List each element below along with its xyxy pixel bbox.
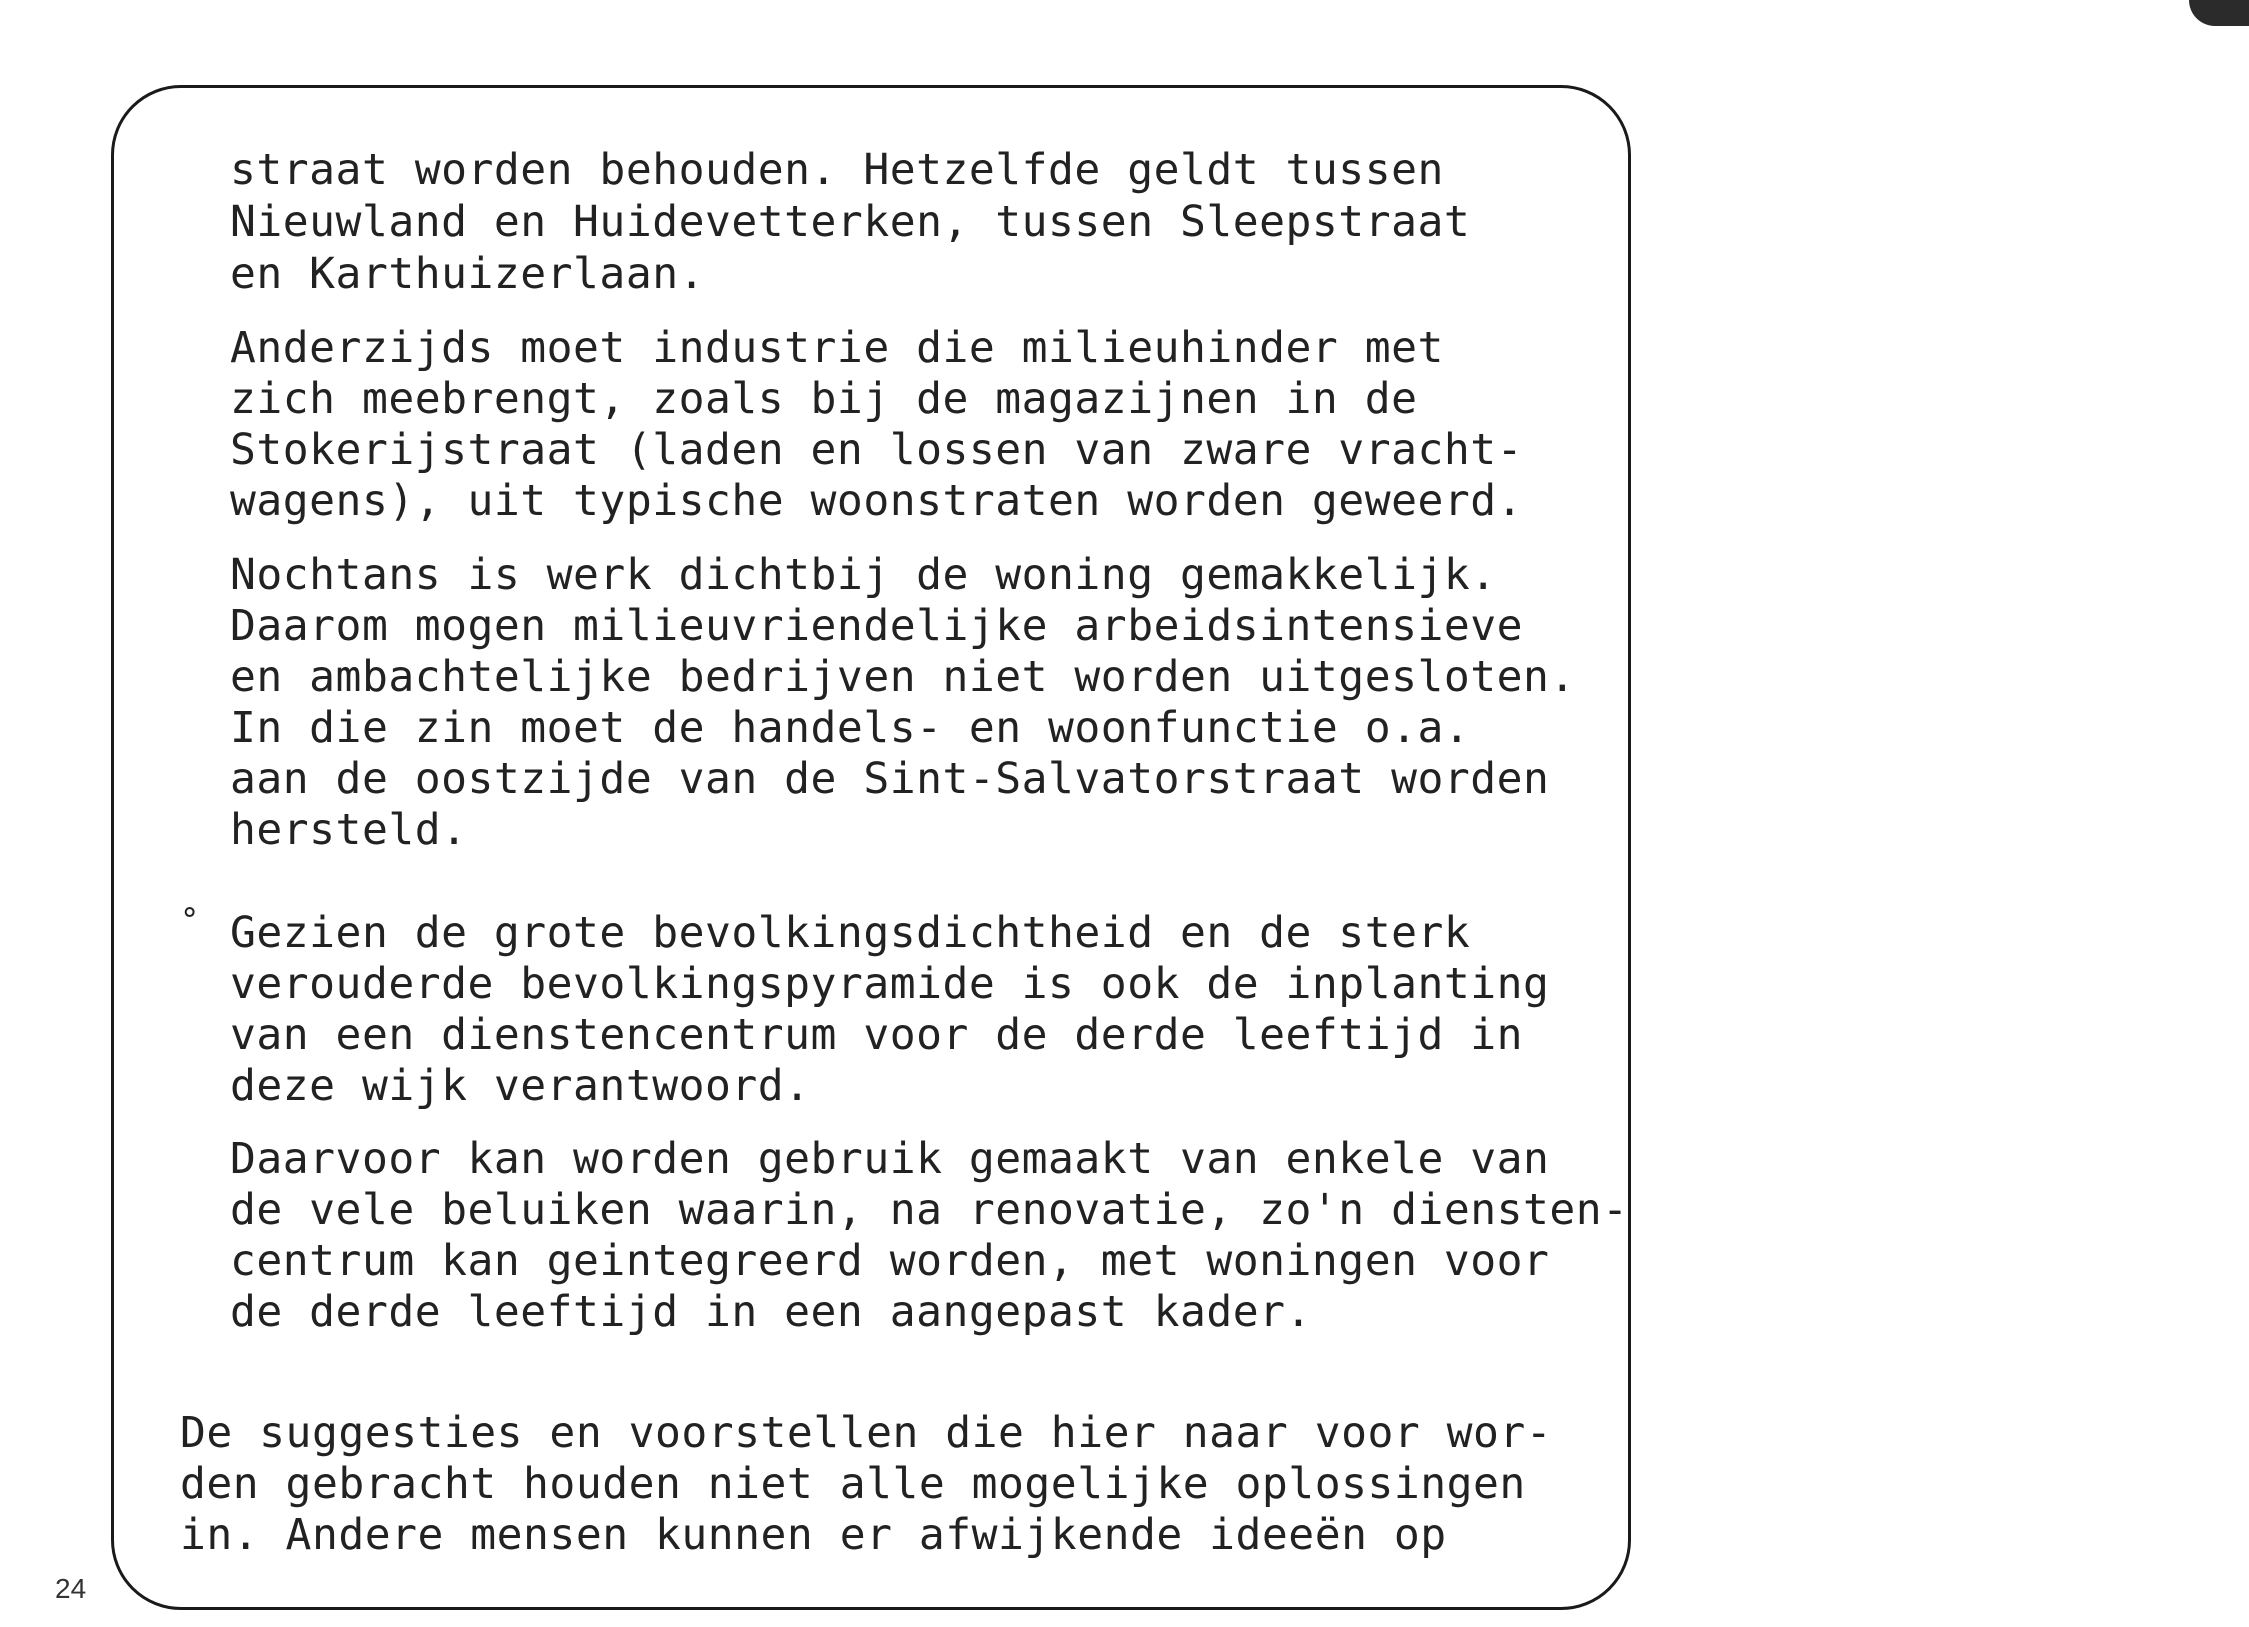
text-line: De suggesties en voorstellen die hier naar voor wor- xyxy=(180,1408,1553,1458)
text-line: hersteld. xyxy=(230,805,468,855)
text-line: centrum kan geintegreerd worden, met woningen voor xyxy=(230,1236,1550,1286)
scan-corner-mark xyxy=(2189,0,2249,26)
text-line: verouderde bevolkingspyramide is ook de inplanting xyxy=(230,959,1550,1009)
text-line: de vele beluiken waarin, na renovatie, zo'n diensten- xyxy=(230,1185,1629,1235)
text-line: en ambachtelijke bedrijven niet worden uitgesloten. xyxy=(230,652,1576,702)
text-line: deze wijk verantwoord. xyxy=(230,1061,811,1111)
text-line: Gezien de grote bevolkingsdichtheid en de sterk xyxy=(230,908,1471,958)
text-line: Daarvoor kan worden gebruik gemaakt van enkele van xyxy=(230,1134,1550,1184)
text-line: Stokerijstraat (laden en lossen van zware vracht- xyxy=(230,425,1524,475)
text-line: Nieuwland en Huidevetterken, tussen Sleepstraat xyxy=(230,197,1471,247)
text-line: wagens), uit typische woonstraten worden geweerd. xyxy=(230,476,1524,526)
bullet-marker: ° xyxy=(180,901,200,939)
text-line: In die zin moet de handels- en woonfunctie o.a. xyxy=(230,703,1471,753)
text-line: en Karthuizerlaan. xyxy=(230,249,705,299)
page-number: 24 xyxy=(55,1573,87,1604)
text-line: in. Andere mensen kunnen er afwijkende ideeën op xyxy=(180,1510,1447,1560)
text-line: Daarom mogen milieuvriendelijke arbeidsintensieve xyxy=(230,601,1524,651)
text-line: straat worden behouden. Hetzelfde geldt tussen xyxy=(230,145,1444,195)
text-line: zich meebrengt, zoals bij de magazijnen in de xyxy=(230,374,1418,424)
text-line: Anderzijds moet industrie die milieuhinder met xyxy=(230,323,1444,373)
text-line: den gebracht houden niet alle mogelijke oplossingen xyxy=(180,1459,1526,1509)
text-line: aan de oostzijde van de Sint-Salvatorstraat worden xyxy=(230,754,1550,804)
text-line: Nochtans is werk dichtbij de woning gemakkelijk. xyxy=(230,550,1497,600)
text-line: de derde leeftijd in een aangepast kader. xyxy=(230,1287,1312,1337)
text-line: van een dienstencentrum voor de derde leeftijd in xyxy=(230,1010,1524,1060)
